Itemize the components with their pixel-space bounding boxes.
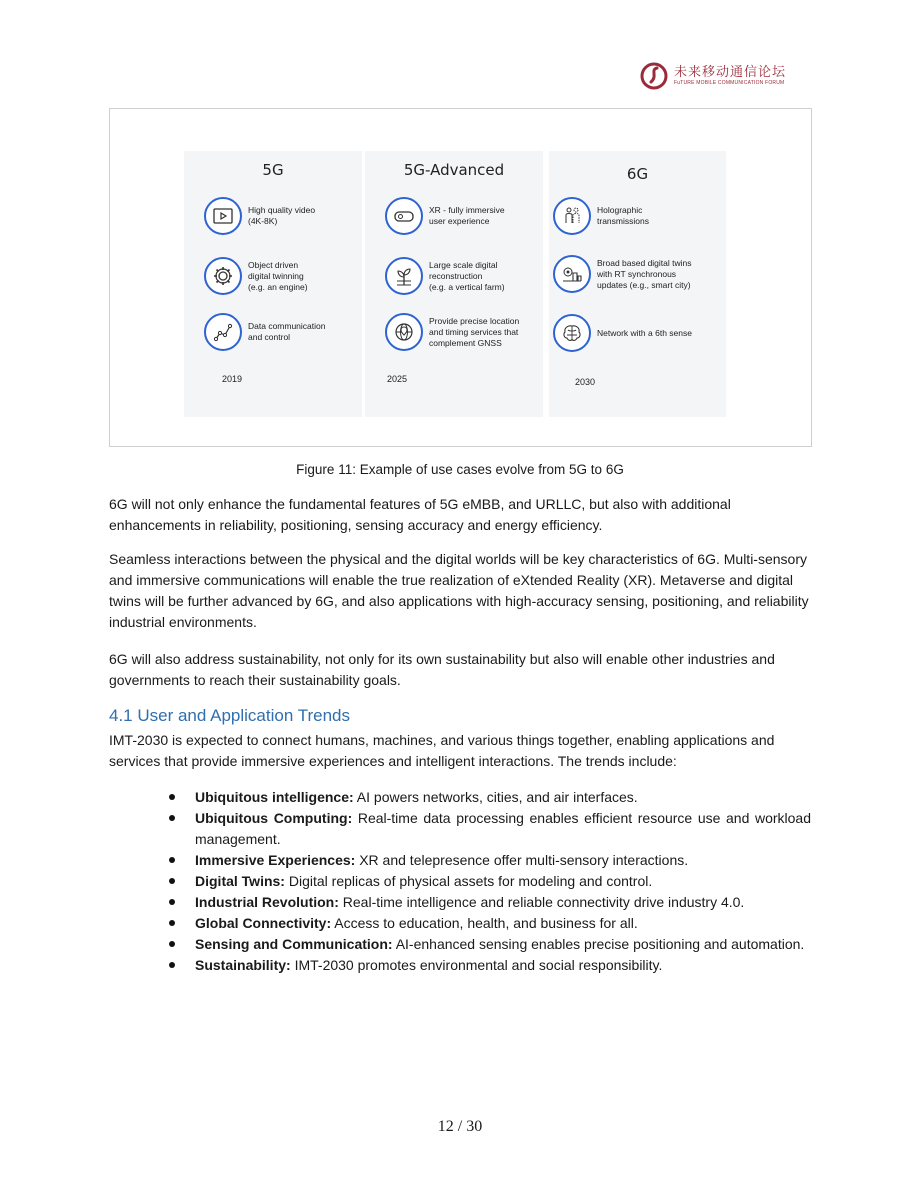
- use-case-text: XR - fully immersive user experience: [429, 205, 505, 226]
- column-title: 5G: [262, 161, 284, 179]
- use-case-item: [204, 257, 308, 295]
- use-case-text: Large scale digital reconstruction (e.g. a vertical farm): [429, 259, 505, 292]
- use-case-item: [553, 197, 649, 235]
- year-label: 2025: [387, 374, 408, 384]
- trend-desc: Digital replicas of physical assets for modeling and control.: [284, 872, 653, 889]
- trend-desc: AI-enhanced sensing enables precise positioning and automation.: [392, 935, 805, 952]
- trends-list: [168, 787, 811, 976]
- use-case-item: [204, 313, 325, 351]
- logo-chinese-text: 未来移动通信论坛: [674, 65, 787, 80]
- use-case-item: [385, 257, 505, 295]
- plant-icon: [385, 257, 423, 295]
- list-item: [168, 871, 811, 892]
- video-play-icon: [204, 197, 242, 235]
- paragraph-1: 6G will not only enhance the fundamental features of 5G eMBB, and URLLC, but also with additional enhancements in reliability, positioning, sensing accuracy and energy efficiency.: [109, 496, 731, 533]
- use-case-text: Data communication and control: [248, 321, 326, 342]
- paragraph-2: Seamless interactions between the physical and the digital worlds will be key characteristics of 6G. Multi-sensory and immersive communications will enable the true realization of eXtended Reality (XR). Metaverse and digital twins will be further advanced by 6G, and also applications with high-accuracy sensing, positioning, and reliability industrial environments.: [109, 551, 809, 630]
- column-5g: [184, 151, 362, 417]
- trend-term: Sustainability:: [195, 956, 291, 973]
- column-title: 6G: [626, 165, 649, 183]
- chart-network-icon: [204, 313, 242, 351]
- trend-term: Global Connectivity:: [195, 914, 332, 931]
- trend-term: Ubiquitous Computing:: [195, 810, 353, 826]
- paragraph-4: IMT-2030 is expected to connect humans, machines, and various things together, enabling applications and services that provide immersive experiences and intelligent interactions. The trends include:: [109, 732, 775, 769]
- use-case-text: Provide precise location and timing services that complement GNSS: [429, 315, 520, 348]
- list-item: [168, 955, 811, 976]
- list-item: [168, 850, 811, 871]
- trend-term: Immersive Experiences:: [195, 851, 356, 868]
- use-case-item: [553, 314, 692, 352]
- use-case-text: High quality video (4K-8K): [248, 205, 316, 226]
- trend-desc: IMT-2030 promotes environmental and social responsibility.: [290, 956, 663, 973]
- trend-desc: Real-time data processing enables efficient resource use and workload management.: [195, 810, 811, 847]
- list-item: [168, 808, 811, 849]
- forum-logo-icon: [640, 62, 668, 90]
- section-heading: 4.1 User and Application Trends: [109, 706, 350, 725]
- column-title: 5G-Advanced: [403, 161, 505, 179]
- use-case-item: [385, 313, 519, 351]
- trend-term: Industrial Revolution:: [195, 893, 339, 910]
- trend-desc: Real-time intelligence and reliable connectivity drive industry 4.0.: [338, 893, 745, 910]
- logo-english-text: FuTURE MOBILE COMMUNICATION FORUM: [674, 80, 785, 86]
- trend-term: Digital Twins:: [195, 872, 285, 889]
- column-6g: [549, 151, 726, 417]
- trend-term: Ubiquitous intelligence:: [195, 789, 354, 805]
- trend-desc: Access to education, health, and business for all.: [331, 914, 638, 931]
- page-number: 12 / 30: [437, 1118, 483, 1135]
- use-case-text: Network with a 6th sense: [597, 327, 692, 338]
- use-case-item: [553, 255, 692, 293]
- list-item: [168, 934, 811, 955]
- column-5g-advanced: [365, 151, 543, 417]
- use-case-item: [204, 197, 315, 235]
- year-label: 2030: [575, 377, 596, 387]
- forum-logo: [640, 62, 786, 90]
- use-case-text: Holographic transmissions: [597, 205, 649, 226]
- trend-desc: AI powers networks, cities, and air interfaces.: [353, 789, 638, 805]
- figure-11: [109, 108, 812, 447]
- trend-term: Sensing and Communication:: [195, 935, 393, 952]
- hologram-people-icon: [553, 197, 591, 235]
- list-item: [168, 892, 811, 913]
- paragraph-3: 6G will also address sustainability, not only for its own sustainability but also will enable other industries and governments to reach their sustainability goals.: [109, 651, 775, 688]
- gear-icon: [204, 257, 242, 295]
- use-case-text: Object driven digital twinning (e.g. an engine): [248, 259, 308, 292]
- use-case-item: [385, 197, 505, 235]
- list-item: [168, 913, 811, 934]
- smart-city-icon: [553, 255, 591, 293]
- use-case-text: Broad based digital twins with RT synchronous updates (e.g., smart city): [597, 257, 692, 290]
- vr-headset-icon: [385, 197, 423, 235]
- trend-desc: XR and telepresence offer multi-sensory interactions.: [355, 851, 689, 868]
- figure-caption: Figure 11: Example of use cases evolve from 5G to 6G: [296, 462, 624, 477]
- globe-location-icon: [385, 313, 423, 351]
- year-label: 2019: [222, 374, 243, 384]
- list-item: [168, 787, 811, 808]
- brain-icon: [553, 314, 591, 352]
